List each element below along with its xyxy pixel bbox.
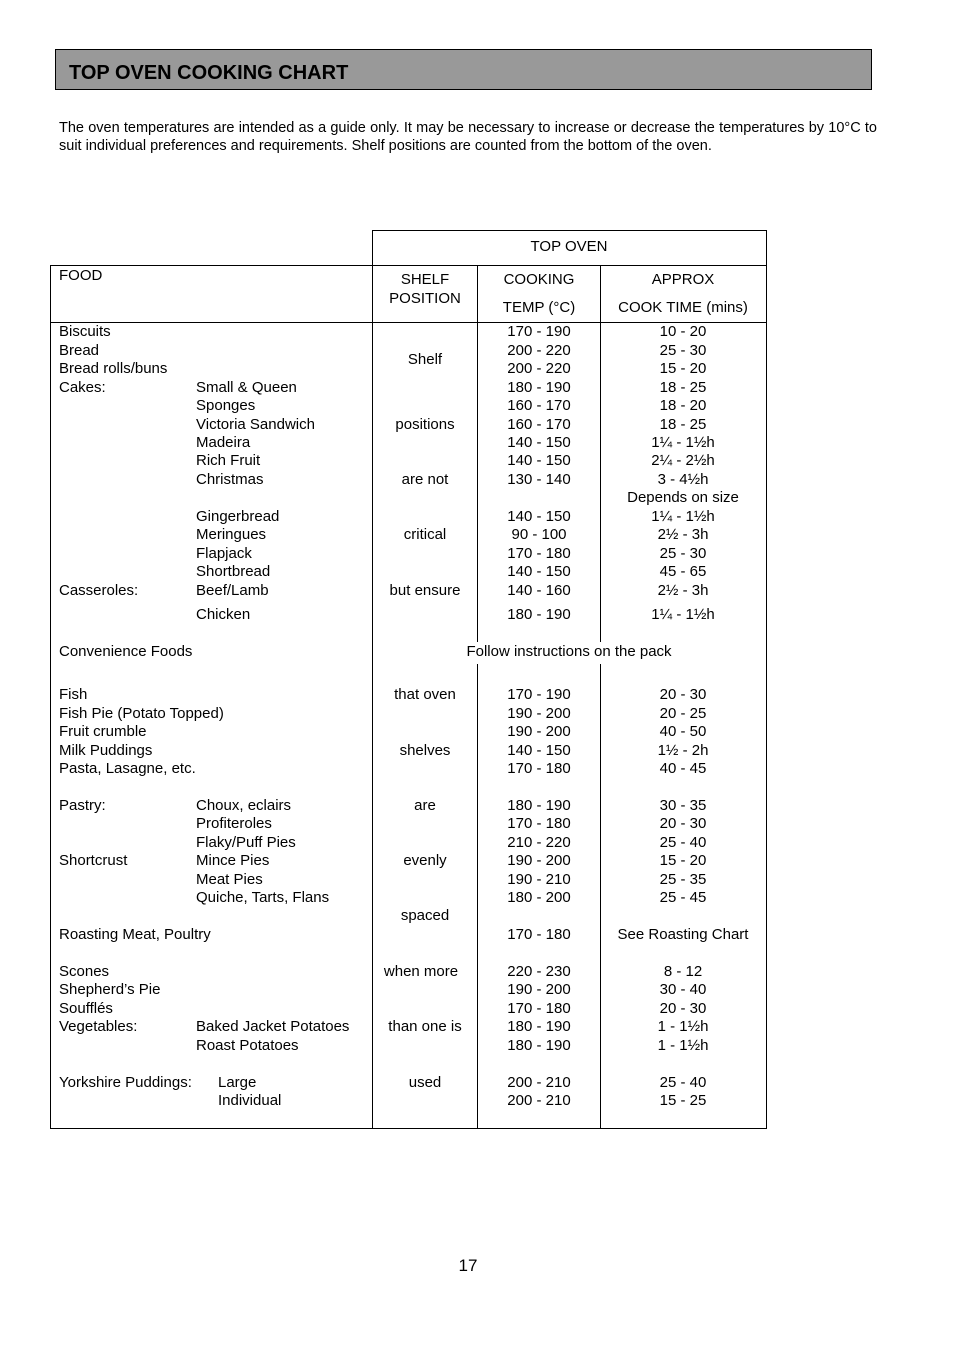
food-subtype-cell: Choux, eclairs (196, 797, 292, 814)
shelf-note: spaced (400, 907, 450, 924)
shelf-note: used (408, 1074, 442, 1091)
cook-time-cell: 25 - 30 (659, 342, 707, 359)
food-cell: Roasting Meat, Poultry (59, 926, 211, 943)
temperature-cell: 190 - 200 (507, 705, 571, 722)
food-subtype-cell: Roast Potatoes (196, 1037, 299, 1054)
cook-time-cell: 30 - 40 (659, 981, 707, 998)
cook-time-cell: 20 - 30 (659, 815, 707, 832)
food-cell: Cakes: (59, 379, 106, 396)
temperature-cell: 180 - 190 (507, 1018, 571, 1035)
header-shelf: SHELF (400, 271, 450, 288)
temperature-cell: 200 - 220 (507, 342, 571, 359)
food-cell: Milk Puddings (59, 742, 153, 759)
temperature-cell: 170 - 180 (507, 760, 571, 777)
cook-time-cell: 1¼ - 1½h (651, 508, 715, 525)
temperature-cell: 90 - 100 (511, 526, 567, 543)
temperature-cell: 170 - 180 (507, 926, 571, 943)
food-cell: Bread (59, 342, 100, 359)
food-subtype-cell: Flapjack (196, 545, 252, 562)
temperature-cell: 170 - 180 (507, 545, 571, 562)
food-cell: Fish (59, 686, 88, 703)
table-border-bottom (50, 1128, 767, 1129)
temperature-cell: 170 - 180 (507, 1000, 571, 1017)
food-cell: Pastry: (59, 797, 106, 814)
shelf-note: Shelf (407, 351, 443, 368)
food-subtype-cell: Gingerbread (196, 508, 280, 525)
food-subtype-cell: Mince Pies (196, 852, 270, 869)
temperature-cell: 190 - 200 (507, 981, 571, 998)
temperature-cell: 140 - 150 (507, 563, 571, 580)
cook-time-cell: 2½ - 3h (657, 582, 709, 599)
temperature-cell: 200 - 220 (507, 360, 571, 377)
food-cell: Soufflés (59, 1000, 113, 1017)
cook-time-cell: 18 - 25 (659, 379, 707, 396)
shelf-note: are not (401, 471, 449, 488)
cook-time-cell: 25 - 40 (659, 1074, 707, 1091)
temperature-cell: 140 - 150 (507, 508, 571, 525)
header-cook-time: COOK TIME (mins) (618, 299, 748, 316)
shelf-note: positions (395, 416, 455, 433)
temperature-cell: 170 - 180 (507, 815, 571, 832)
food-cell: Vegetables: (59, 1018, 138, 1035)
cook-time-cell: 20 - 30 (659, 686, 707, 703)
food-subtype-cell: Victoria Sandwich (196, 416, 315, 433)
shelf-note: than one is (388, 1018, 462, 1035)
temperature-cell: 190 - 210 (507, 871, 571, 888)
temperature-cell: 180 - 200 (507, 889, 571, 906)
shelf-note: when more (383, 963, 459, 980)
cook-time-cell: 30 - 35 (659, 797, 707, 814)
temperature-cell: 200 - 210 (507, 1092, 571, 1109)
food-subtype-cell: Chicken (196, 606, 251, 623)
page-number: 17 (458, 1256, 478, 1275)
cook-time-cell: 1 - 1½h (657, 1018, 709, 1035)
temperature-cell: 140 - 160 (507, 582, 571, 599)
cook-time-cell: 25 - 40 (659, 834, 707, 851)
cook-time-cell: 2¼ - 2½h (651, 452, 715, 469)
cook-time-cell: 25 - 30 (659, 545, 707, 562)
food-cell: Shortcrust (59, 852, 128, 869)
cook-time-cell: 25 - 35 (659, 871, 707, 888)
table-divider-time (600, 265, 601, 1129)
food-cell: Shepherd’s Pie (59, 981, 161, 998)
food-cell: Pasta, Lasagne, etc. (59, 760, 196, 777)
group-header-top-oven: TOP OVEN (530, 238, 608, 255)
convenience-note: Follow instructions on the pack (466, 643, 672, 660)
table-border-top-group (372, 230, 767, 231)
food-subtype-cell: Beef/Lamb (196, 582, 269, 599)
temperature-cell: 140 - 150 (507, 452, 571, 469)
shelf-note: shelves (399, 742, 451, 759)
food-subtype-cell: Individual (218, 1092, 282, 1109)
food-subtype-cell: Flaky/Puff Pies (196, 834, 296, 851)
temperature-cell: 200 - 210 (507, 1074, 571, 1091)
cook-time-cell: 18 - 20 (659, 397, 707, 414)
cook-time-cell: See Roasting Chart (617, 926, 749, 943)
temperature-cell: 170 - 190 (507, 686, 571, 703)
temperature-cell: 220 - 230 (507, 963, 571, 980)
cook-time-cell: Depends on size (627, 489, 739, 506)
food-subtype-cell: Christmas (196, 471, 264, 488)
temperature-cell: 210 - 220 (507, 834, 571, 851)
page-title: TOP OVEN COOKING CHART (69, 62, 349, 84)
food-cell: Bread rolls/buns (59, 360, 168, 377)
cook-time-cell: 1¼ - 1½h (651, 434, 715, 451)
table-border-right (766, 230, 767, 1129)
cook-time-cell: 15 - 25 (659, 1092, 707, 1109)
cook-time-cell: 15 - 20 (659, 360, 707, 377)
temperature-cell: 140 - 150 (507, 742, 571, 759)
food-subtype-cell: Quiche, Tarts, Flans (196, 889, 330, 906)
table-divider-shelf (372, 230, 373, 1129)
header-food: FOOD (59, 267, 103, 284)
cook-time-cell: 20 - 30 (659, 1000, 707, 1017)
shelf-note: critical (403, 526, 447, 543)
cook-time-cell: 8 - 12 (663, 963, 703, 980)
cook-time-cell: 45 - 65 (659, 563, 707, 580)
header-temp: TEMP (°C) (502, 299, 576, 316)
header-cooking: COOKING (503, 271, 575, 288)
title-bar (55, 49, 872, 90)
shelf-note: evenly (403, 852, 447, 869)
temperature-cell: 160 - 170 (507, 416, 571, 433)
food-cell: Yorkshire Puddings: (59, 1074, 192, 1091)
cook-time-cell: 1¼ - 1½h (651, 606, 715, 623)
table-border-left (50, 265, 51, 1129)
cook-time-cell: 1 - 1½h (657, 1037, 709, 1054)
cook-time-cell: 10 - 20 (659, 323, 707, 340)
table-border-top (50, 265, 767, 266)
shelf-note: but ensure (389, 582, 461, 599)
header-shelf-position: POSITION (389, 290, 461, 307)
temperature-cell: 170 - 190 (507, 323, 571, 340)
intro-paragraph: The oven temperatures are intended as a guide only. It may be necessary to increase or decrease the temperatures by 10°C to suit individual preferences and requirements. Shelf positions are counted from the bottom of the oven. (59, 120, 877, 155)
cook-time-cell: 3 - 4½h (657, 471, 709, 488)
temperature-cell: 180 - 190 (507, 606, 571, 623)
food-subtype-cell: Small & Queen (196, 379, 297, 396)
shelf-note: that oven (394, 686, 456, 703)
temperature-cell: 160 - 170 (507, 397, 571, 414)
food-subtype-cell: Baked Jacket Potatoes (196, 1018, 350, 1035)
food-subtype-cell: Madeira (196, 434, 251, 451)
cook-time-cell: 25 - 45 (659, 889, 707, 906)
cook-time-cell: 1½ - 2h (657, 742, 709, 759)
cook-time-cell: 40 - 50 (659, 723, 707, 740)
food-cell: Convenience Foods (59, 643, 193, 660)
food-subtype-cell: Shortbread (196, 563, 271, 580)
food-subtype-cell: Large (218, 1074, 257, 1091)
food-cell: Casseroles: (59, 582, 139, 599)
food-cell: Scones (59, 963, 110, 980)
cook-time-cell: 15 - 20 (659, 852, 707, 869)
food-cell: Fish Pie (Potato Topped) (59, 705, 224, 722)
shelf-note: are (414, 797, 436, 814)
temperature-cell: 190 - 200 (507, 723, 571, 740)
temperature-cell: 180 - 190 (507, 379, 571, 396)
food-subtype-cell: Meringues (196, 526, 267, 543)
food-cell: Fruit crumble (59, 723, 147, 740)
table-divider-temp (477, 265, 478, 1129)
temperature-cell: 130 - 140 (507, 471, 571, 488)
food-subtype-cell: Sponges (196, 397, 256, 414)
temperature-cell: 180 - 190 (507, 1037, 571, 1054)
food-cell: Biscuits (59, 323, 111, 340)
food-subtype-cell: Profiteroles (196, 815, 272, 832)
temperature-cell: 190 - 200 (507, 852, 571, 869)
cook-time-cell: 18 - 25 (659, 416, 707, 433)
temperature-cell: 140 - 150 (507, 434, 571, 451)
food-subtype-cell: Rich Fruit (196, 452, 261, 469)
header-approx: APPROX (651, 271, 715, 288)
temperature-cell: 180 - 190 (507, 797, 571, 814)
cook-time-cell: 2½ - 3h (657, 526, 709, 543)
food-subtype-cell: Meat Pies (196, 871, 263, 888)
cook-time-cell: 40 - 45 (659, 760, 707, 777)
cook-time-cell: 20 - 25 (659, 705, 707, 722)
